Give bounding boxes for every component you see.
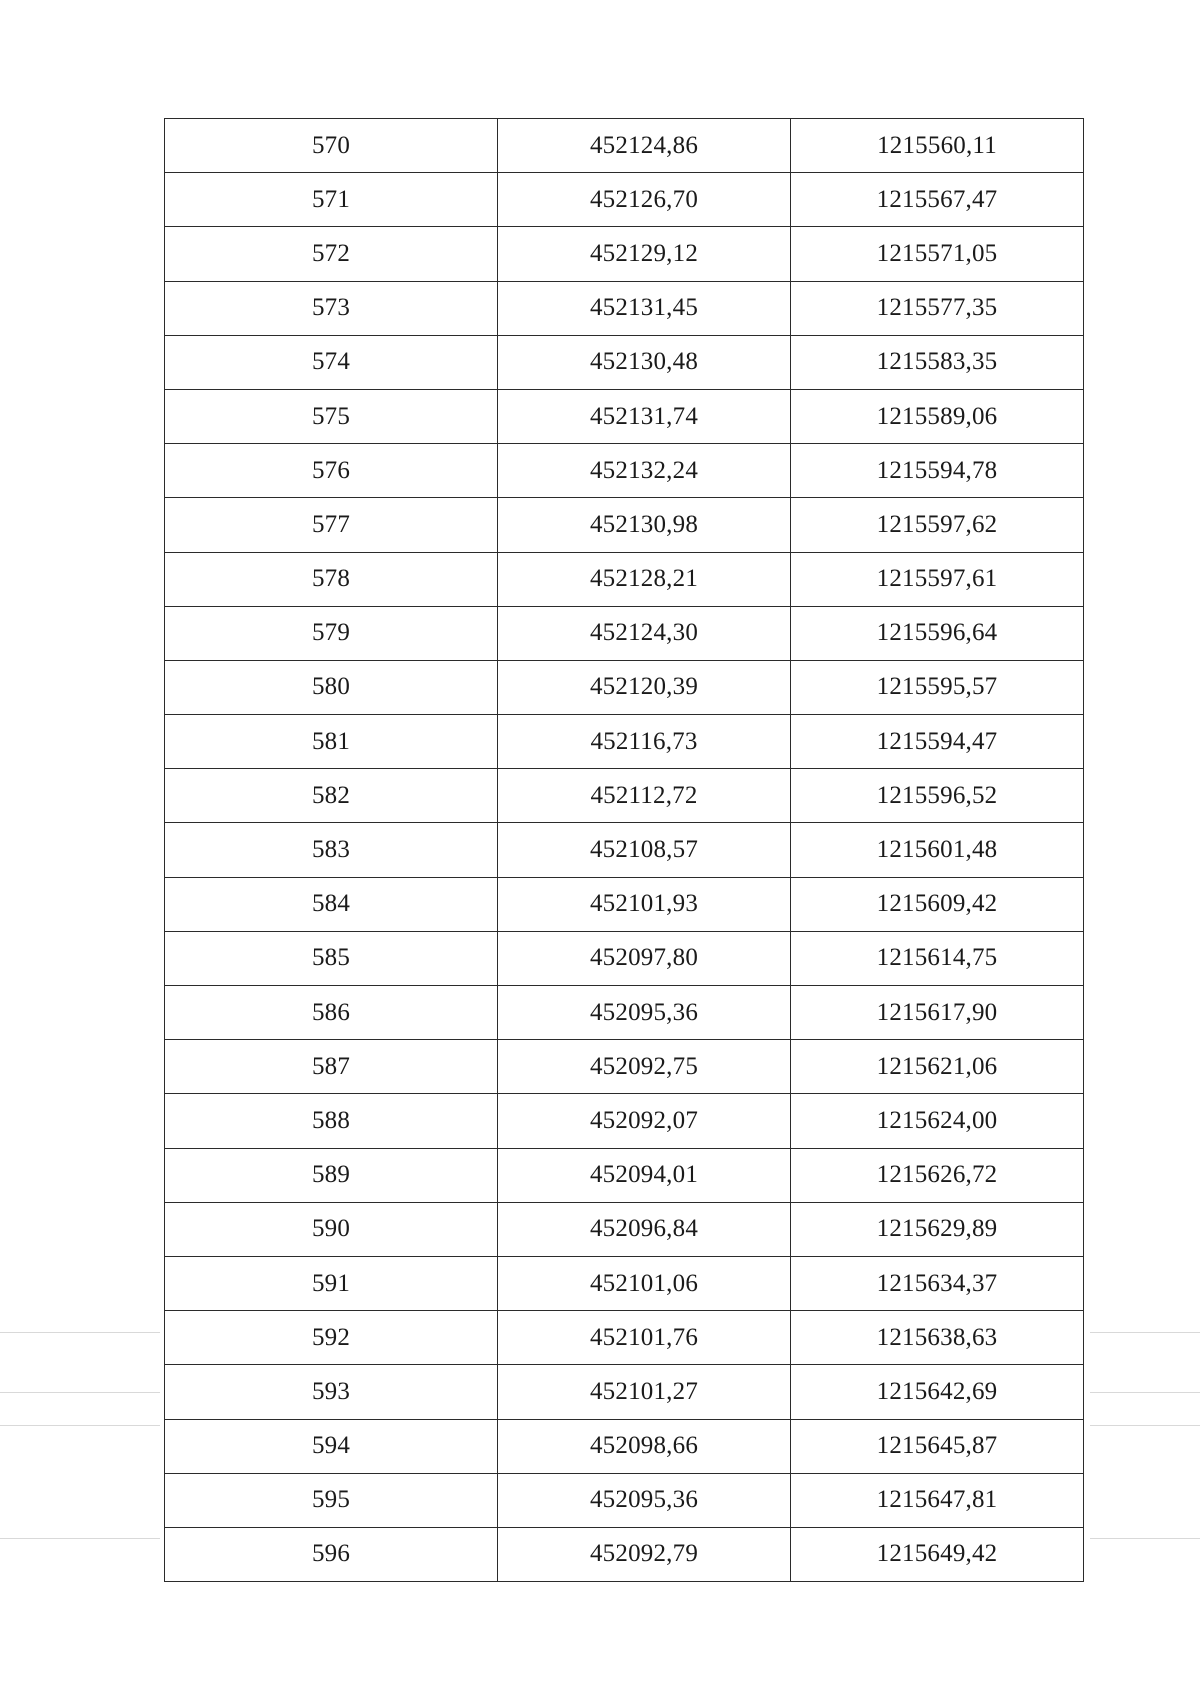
scan-artifact bbox=[0, 1332, 160, 1333]
coordinates-table bbox=[164, 118, 1084, 1582]
x-coordinate-cell: 452101,93 bbox=[498, 877, 791, 931]
x-coordinate-cell: 452095,36 bbox=[498, 1473, 791, 1527]
table-row bbox=[165, 119, 1084, 173]
table-row bbox=[165, 1040, 1084, 1094]
point-number-cell: 579 bbox=[165, 606, 498, 660]
y-coordinate-cell: 1215589,06 bbox=[791, 389, 1084, 443]
table-row bbox=[165, 715, 1084, 769]
point-number-cell: 575 bbox=[165, 389, 498, 443]
point-number-cell: 594 bbox=[165, 1419, 498, 1473]
table-row bbox=[165, 335, 1084, 389]
table-row bbox=[165, 389, 1084, 443]
y-coordinate-cell: 1215614,75 bbox=[791, 931, 1084, 985]
x-coordinate-cell: 452108,57 bbox=[498, 823, 791, 877]
y-coordinate-cell: 1215596,52 bbox=[791, 769, 1084, 823]
table-row bbox=[165, 1256, 1084, 1310]
table-row bbox=[165, 823, 1084, 877]
point-number-cell: 595 bbox=[165, 1473, 498, 1527]
point-number-cell: 585 bbox=[165, 931, 498, 985]
scan-artifact bbox=[1090, 1332, 1200, 1333]
x-coordinate-cell: 452131,74 bbox=[498, 389, 791, 443]
table-row bbox=[165, 660, 1084, 714]
x-coordinate-cell: 452120,39 bbox=[498, 660, 791, 714]
table-row bbox=[165, 498, 1084, 552]
x-coordinate-cell: 452124,30 bbox=[498, 606, 791, 660]
y-coordinate-cell: 1215617,90 bbox=[791, 986, 1084, 1040]
scan-artifact bbox=[1090, 1392, 1200, 1393]
point-number-cell: 587 bbox=[165, 1040, 498, 1094]
scan-artifact bbox=[0, 1425, 160, 1426]
scan-artifact bbox=[0, 1392, 160, 1393]
x-coordinate-cell: 452130,48 bbox=[498, 335, 791, 389]
x-coordinate-cell: 452097,80 bbox=[498, 931, 791, 985]
x-coordinate-cell: 452096,84 bbox=[498, 1202, 791, 1256]
point-number-cell: 588 bbox=[165, 1094, 498, 1148]
table-row bbox=[165, 1419, 1084, 1473]
y-coordinate-cell: 1215647,81 bbox=[791, 1473, 1084, 1527]
y-coordinate-cell: 1215583,35 bbox=[791, 335, 1084, 389]
table-row bbox=[165, 1473, 1084, 1527]
point-number-cell: 576 bbox=[165, 444, 498, 498]
point-number-cell: 596 bbox=[165, 1527, 498, 1581]
y-coordinate-cell: 1215596,64 bbox=[791, 606, 1084, 660]
y-coordinate-cell: 1215597,62 bbox=[791, 498, 1084, 552]
y-coordinate-cell: 1215621,06 bbox=[791, 1040, 1084, 1094]
x-coordinate-cell: 452129,12 bbox=[498, 227, 791, 281]
coordinates-table-body bbox=[165, 119, 1084, 1582]
point-number-cell: 571 bbox=[165, 173, 498, 227]
point-number-cell: 589 bbox=[165, 1148, 498, 1202]
point-number-cell: 581 bbox=[165, 715, 498, 769]
table-row bbox=[165, 986, 1084, 1040]
point-number-cell: 586 bbox=[165, 986, 498, 1040]
y-coordinate-cell: 1215601,48 bbox=[791, 823, 1084, 877]
x-coordinate-cell: 452092,75 bbox=[498, 1040, 791, 1094]
y-coordinate-cell: 1215642,69 bbox=[791, 1365, 1084, 1419]
y-coordinate-cell: 1215571,05 bbox=[791, 227, 1084, 281]
table-row bbox=[165, 173, 1084, 227]
point-number-cell: 583 bbox=[165, 823, 498, 877]
point-number-cell: 591 bbox=[165, 1256, 498, 1310]
x-coordinate-cell: 452101,27 bbox=[498, 1365, 791, 1419]
y-coordinate-cell: 1215560,11 bbox=[791, 119, 1084, 173]
table-row bbox=[165, 606, 1084, 660]
x-coordinate-cell: 452132,24 bbox=[498, 444, 791, 498]
y-coordinate-cell: 1215645,87 bbox=[791, 1419, 1084, 1473]
x-coordinate-cell: 452131,45 bbox=[498, 281, 791, 335]
point-number-cell: 578 bbox=[165, 552, 498, 606]
point-number-cell: 592 bbox=[165, 1311, 498, 1365]
point-number-cell: 584 bbox=[165, 877, 498, 931]
x-coordinate-cell: 452112,72 bbox=[498, 769, 791, 823]
y-coordinate-cell: 1215634,37 bbox=[791, 1256, 1084, 1310]
scan-artifact bbox=[1090, 1425, 1200, 1426]
point-number-cell: 574 bbox=[165, 335, 498, 389]
x-coordinate-cell: 452094,01 bbox=[498, 1148, 791, 1202]
table-row bbox=[165, 1365, 1084, 1419]
table-row bbox=[165, 1311, 1084, 1365]
x-coordinate-cell: 452126,70 bbox=[498, 173, 791, 227]
y-coordinate-cell: 1215567,47 bbox=[791, 173, 1084, 227]
table-row bbox=[165, 552, 1084, 606]
table-row bbox=[165, 1527, 1084, 1581]
table-row bbox=[165, 281, 1084, 335]
x-coordinate-cell: 452101,06 bbox=[498, 1256, 791, 1310]
x-coordinate-cell: 452116,73 bbox=[498, 715, 791, 769]
point-number-cell: 590 bbox=[165, 1202, 498, 1256]
table-row bbox=[165, 931, 1084, 985]
point-number-cell: 573 bbox=[165, 281, 498, 335]
point-number-cell: 582 bbox=[165, 769, 498, 823]
y-coordinate-cell: 1215595,57 bbox=[791, 660, 1084, 714]
x-coordinate-cell: 452101,76 bbox=[498, 1311, 791, 1365]
table-row bbox=[165, 769, 1084, 823]
point-number-cell: 577 bbox=[165, 498, 498, 552]
y-coordinate-cell: 1215629,89 bbox=[791, 1202, 1084, 1256]
y-coordinate-cell: 1215649,42 bbox=[791, 1527, 1084, 1581]
table-row bbox=[165, 877, 1084, 931]
x-coordinate-cell: 452128,21 bbox=[498, 552, 791, 606]
x-coordinate-cell: 452098,66 bbox=[498, 1419, 791, 1473]
scan-artifact bbox=[0, 1538, 160, 1539]
point-number-cell: 580 bbox=[165, 660, 498, 714]
table-row bbox=[165, 1094, 1084, 1148]
table-row bbox=[165, 444, 1084, 498]
y-coordinate-cell: 1215577,35 bbox=[791, 281, 1084, 335]
y-coordinate-cell: 1215626,72 bbox=[791, 1148, 1084, 1202]
table-row bbox=[165, 227, 1084, 281]
x-coordinate-cell: 452095,36 bbox=[498, 986, 791, 1040]
y-coordinate-cell: 1215594,78 bbox=[791, 444, 1084, 498]
point-number-cell: 593 bbox=[165, 1365, 498, 1419]
y-coordinate-cell: 1215594,47 bbox=[791, 715, 1084, 769]
x-coordinate-cell: 452124,86 bbox=[498, 119, 791, 173]
x-coordinate-cell: 452092,07 bbox=[498, 1094, 791, 1148]
y-coordinate-cell: 1215638,63 bbox=[791, 1311, 1084, 1365]
table-row bbox=[165, 1202, 1084, 1256]
y-coordinate-cell: 1215609,42 bbox=[791, 877, 1084, 931]
point-number-cell: 570 bbox=[165, 119, 498, 173]
table-row bbox=[165, 1148, 1084, 1202]
scan-artifact bbox=[1090, 1538, 1200, 1539]
y-coordinate-cell: 1215597,61 bbox=[791, 552, 1084, 606]
point-number-cell: 572 bbox=[165, 227, 498, 281]
y-coordinate-cell: 1215624,00 bbox=[791, 1094, 1084, 1148]
x-coordinate-cell: 452092,79 bbox=[498, 1527, 791, 1581]
x-coordinate-cell: 452130,98 bbox=[498, 498, 791, 552]
